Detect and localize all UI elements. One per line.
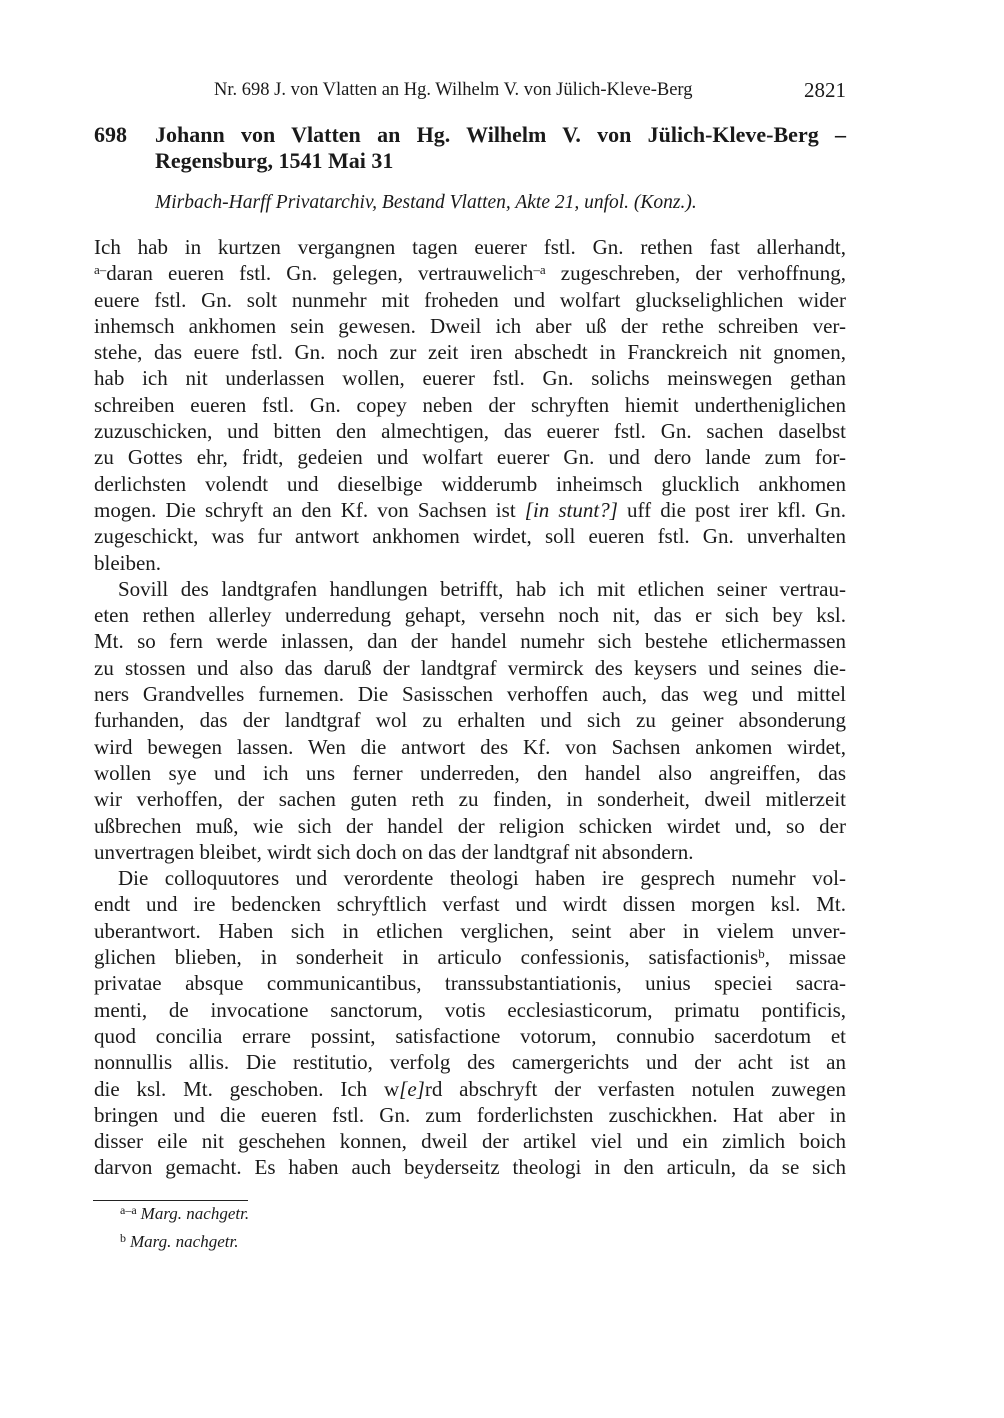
text-segment: darvon gemacht. Es haben auch beyderseitz theologi in den articuln, da se sich [94, 1155, 846, 1180]
footnote [120, 1203, 249, 1224]
text-segment: wird bewegen lassen. Wen die antwort des Kf. von Sachsen ankomen wirdet, [94, 734, 846, 759]
footnote-mark: a–a [120, 1203, 137, 1217]
text-line [94, 944, 846, 970]
text-line [94, 365, 846, 391]
text-segment: quod concilia errare possint, satisfactione votorum, connubio sacerdotum et [94, 1023, 846, 1048]
text-line [94, 444, 846, 470]
editorial-insertion: [e] [399, 1076, 425, 1101]
text-segment: rd abschryft der verfasten notulen zuwegen [424, 1076, 846, 1101]
text-segment: inhemsch ankhomen sein gewesen. Dweil ich aber uß der rethe schreiben ver- [94, 313, 846, 338]
text-line [94, 1076, 846, 1102]
footnote-text: Marg. nachgetr. [140, 1204, 250, 1223]
footnote-reference: a– [94, 262, 107, 278]
text-line [94, 760, 846, 786]
text-line [94, 392, 846, 418]
text-segment: wollen sye und ich uns ferner underreden, den handel also angreiffen, das [94, 760, 846, 785]
text-segment: daran eueren fstl. Gn. gelegen, vertrauwelich [106, 261, 534, 286]
text-line [94, 1128, 846, 1154]
text-segment: schreiben eueren fstl. Gn. copey neben der schryften hiemit undertheniglichen [94, 392, 846, 417]
text-line [94, 550, 846, 576]
text-line [94, 865, 846, 891]
paragraph [94, 576, 846, 865]
text-segment: endt und ire bedencken schryftlich verfast und wirdt dissen morgen ksl. Mt. [94, 892, 846, 917]
footnote-divider [93, 1200, 248, 1201]
text-segment: eten rethen allerley underredung gehapt, versehn noch nit, das er sich bey ksl. [94, 603, 846, 628]
footnote-reference: –a [533, 262, 546, 278]
footnote-reference: b [758, 946, 765, 962]
document-number: 698 [94, 122, 127, 147]
text-segment: Sovill des landtgrafen handlungen betrifft, hab ich mit etlichen seiner vertrau- [118, 576, 846, 601]
text-line [94, 970, 846, 996]
text-segment: Mt. so fern werde inlassen, dan der handel numehr sich bestehe etlichermassen [94, 629, 846, 654]
text-segment: disser eile nit geschehen konnen, dweil der artikel viel und ein zimlich boich [94, 1129, 846, 1154]
editorial-insertion: [in stunt?] [524, 497, 618, 522]
text-line [94, 839, 846, 865]
text-line [94, 1023, 846, 1049]
text-segment: zuzuschicken, und bitten den almechtigen, das euerer fstl. Gn. sachen daselbst [94, 419, 846, 444]
page-number: 2821 [804, 78, 846, 102]
text-segment: zugeschreben, der verhoffnung, [545, 261, 846, 286]
text-segment: hab ich nit underlassen wollen, euerer fstl. Gn. solichs meinswegen gethan [94, 366, 846, 391]
text-line [94, 786, 846, 812]
text-line [94, 891, 846, 917]
text-segment: mogen. Die schryft an den Kf. von Sachsen ist [94, 497, 525, 522]
text-line [94, 287, 846, 313]
text-segment: bleiben. [94, 550, 162, 575]
text-segment: menti, de invocatione sanctorum, votis ecclesiasticorum, primatu pontificis, [94, 997, 846, 1022]
text-segment: Ich hab in kurtzen vergangnen tagen euerer fstl. Gn. rethen fast allerhandt, [94, 235, 846, 259]
text-line [94, 707, 846, 733]
letter-body [94, 234, 846, 1181]
text-line [94, 602, 846, 628]
text-line [94, 260, 846, 286]
text-segment: unvertragen bleibet, wirdt sich doch on das der landtgraf nit absondern. [94, 839, 694, 864]
running-title: Nr. 698 J. von Vlatten an Hg. Wilhelm V. von Jülich-Kleve-Berg [214, 80, 693, 100]
text-line [94, 497, 846, 523]
text-segment: glichen blieben, in sonderheit in articulo confessionis, satisfactionis [94, 945, 759, 970]
archival-source: Mirbach-Harff Privatarchiv, Bestand Vlatten, Akte 21, unfol. (Konz.). [155, 192, 697, 213]
text-line [94, 1154, 846, 1180]
text-line [94, 471, 846, 497]
footnote-mark: b [120, 1231, 126, 1245]
text-line [94, 681, 846, 707]
text-segment: wir verhoffen, der sachen guten reth zu finden, in sonderheit, dweil mitlerzeit [94, 787, 846, 812]
text-segment: , missae [764, 945, 846, 970]
text-line [94, 813, 846, 839]
text-segment: die ksl. Mt. geschoben. Ich w [94, 1076, 400, 1101]
text-line [94, 1102, 846, 1128]
text-segment: zu stossen und also das daruß der landtgraf vermirck des keysers und seines die- [94, 655, 846, 680]
text-line [94, 997, 846, 1023]
text-line [94, 734, 846, 760]
text-line [94, 313, 846, 339]
footnote [120, 1231, 238, 1252]
paragraph [94, 234, 846, 576]
paragraph [94, 865, 846, 1181]
text-segment: uberantwort. Haben sich in etlichen verglichen, seint aber in vielem unver- [94, 918, 846, 943]
text-line [94, 418, 846, 444]
text-segment: ußbrechen muß, wie sich der handel der religion schicken wirdet und, so der [94, 813, 846, 838]
text-segment: furhanden, das der landtgraf wol zu erhalten und sich zu geiner absonderung [94, 708, 846, 733]
footnote-text: Marg. nachgetr. [130, 1232, 239, 1251]
text-line [94, 234, 846, 260]
text-line [94, 918, 846, 944]
text-segment: zu Gottes ehr, fridt, gedeien und wolfart euerer Gn. und dero lande zum for- [94, 445, 846, 470]
text-segment: nonnullis allis. Die restitutio, verfolg des camergerichts und der acht ist an [94, 1050, 846, 1075]
text-segment: privatae absque communicantibus, transsubstantiationis, unius speciei sacra- [94, 971, 846, 996]
text-line [94, 523, 846, 549]
text-segment: Die colloquutores und verordente theologi haben ire gesprech numehr vol- [118, 866, 846, 891]
text-segment: stehe, das euere fstl. Gn. noch zur zeit iren abschedt in Franckreich nit gnomen, [94, 340, 846, 365]
text-segment: euere fstl. Gn. solt nunmehr mit froheden und wolfart gluckselighlichen wider [94, 287, 846, 312]
text-line [94, 655, 846, 681]
text-segment: bringen und die eueren fstl. Gn. zum forderlichsten zuschickhen. Hat aber in [94, 1102, 846, 1127]
text-line [94, 628, 846, 654]
text-line [94, 1049, 846, 1075]
text-segment: zugeschickt, was fur antwort ankhomen wirdet, soll eueren fstl. Gn. unverhalten [94, 524, 846, 549]
text-line [94, 576, 846, 602]
text-segment: ners Grandvelles furnemen. Die Sasisschen verhoffen auch, das weg und mittel [94, 682, 846, 707]
text-segment: uff die post irer kfl. Gn. [617, 497, 846, 522]
document-title: Johann von Vlatten an Hg. Wilhelm V. von Jülich-Kleve-Berg – Regensburg, 1541 Mai 31 [155, 122, 846, 173]
text-line [94, 339, 846, 365]
text-segment: derlichsten volendt und dieselbige widderumb inheimsch glucklich ankhomen [94, 471, 846, 496]
